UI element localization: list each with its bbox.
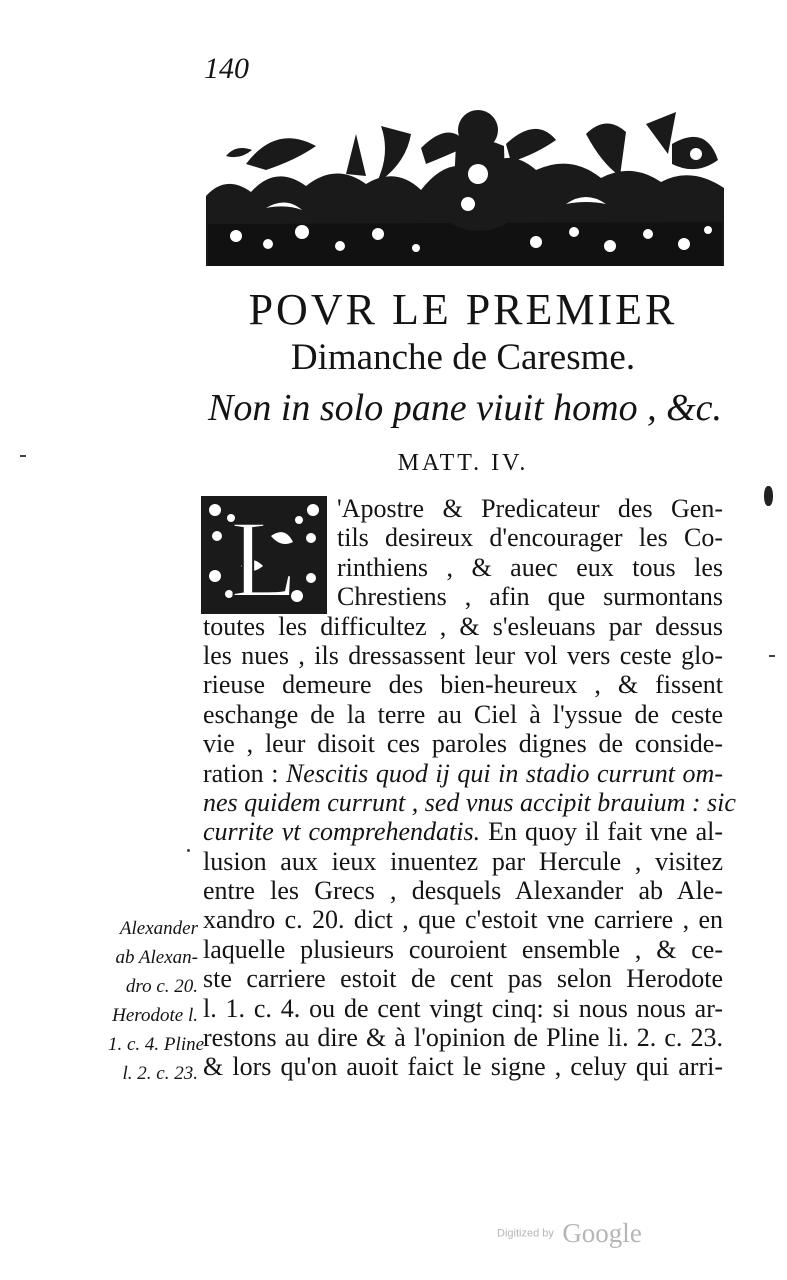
text-line: eschange de la terre au Ciel à l'yssue de ceste <box>203 699 723 729</box>
text-line: 'Apostre & Predicateur des Gen- <box>337 494 723 523</box>
text-line: lusion aux ieux inuentez par Hercule , visitez <box>203 846 723 876</box>
scan-mark <box>187 849 190 852</box>
latin-quote: Nescitis quod ij qui in stadio currunt om- <box>285 758 723 788</box>
margin-note-line: ab Alexan- <box>115 947 198 968</box>
text-line: & lors qu'on auoit faict le signe , celuy qui arri- <box>203 1052 723 1082</box>
text-line: toutes les difficultez , & s'esleuans par dessus <box>203 611 723 641</box>
title-line-2: Dimanche de Caresme. <box>290 337 636 378</box>
text-line: les nues , ils dressassent leur vol vers ceste glo- <box>203 640 723 670</box>
text-line: vie , leur disoit ces paroles dignes de conside- <box>203 729 723 759</box>
text-line: rinthiens , & auec eux tous les <box>337 552 723 582</box>
ink-blot <box>764 486 773 506</box>
text-line: xandro c. 20. dict , que c'estoit vne carriere , en <box>203 905 723 935</box>
text-line: tils desireux d'encourager les Co- <box>337 523 723 553</box>
margin-note-line: 1. c. 4. Pline <box>108 1034 205 1055</box>
text-line <box>203 759 723 788</box>
title-line-1: POVR LE PREMIER <box>248 285 678 334</box>
text-line: ste carriere estoit de cent pas selon Herodote <box>203 964 723 994</box>
margin-note-line: Herodote l. <box>112 1005 198 1026</box>
scan-mark <box>769 655 775 657</box>
margin-note <box>108 914 205 1088</box>
watermark-brand: Google <box>562 1218 642 1248</box>
watermark-prefix: Digitized by <box>497 1227 554 1240</box>
ration-text: ration : <box>203 758 279 788</box>
scan-mark <box>20 455 26 457</box>
text-line: restons au dire & à l'opinion de Pline li. 2. c. 23. <box>203 1023 723 1053</box>
margin-note-line: l. 2. c. 23. <box>122 1063 198 1084</box>
latin-heading: Non in solo pane viuit homo , &c. <box>207 387 723 429</box>
digitized-watermark <box>497 1218 642 1249</box>
page-number: 140 <box>204 52 249 85</box>
text-line <box>203 817 723 846</box>
body-text <box>203 494 736 1082</box>
drop-cap-letter: L <box>230 498 298 614</box>
scripture-reference: MATT. IV. <box>397 450 529 476</box>
text-line: entre les Grecs , desquels Alexander ab Ale- <box>203 876 723 906</box>
text-line: Chrestiens , afin que surmontans <box>337 582 723 612</box>
margin-note-line: dro c. 20. <box>125 976 198 997</box>
text-line: rieuse demeure des bien-heureux , & fissent <box>203 670 723 700</box>
text-line: laquelle plusieurs couroient ensemble , & ce- <box>203 934 723 964</box>
text-continuation: En quoy il fait vne al- <box>488 817 724 847</box>
latin-quote-end: currite vt comprehendatis. <box>203 817 481 847</box>
text-line: l. 1. c. 4. ou de cent vingt cinq: si nous nous ar- <box>203 993 723 1023</box>
margin-note-line: Alexander <box>119 918 198 939</box>
text-line: nes quidem currunt , sed vnus accipit brauium : sic <box>203 787 736 817</box>
ornamental-headpiece <box>206 104 724 266</box>
